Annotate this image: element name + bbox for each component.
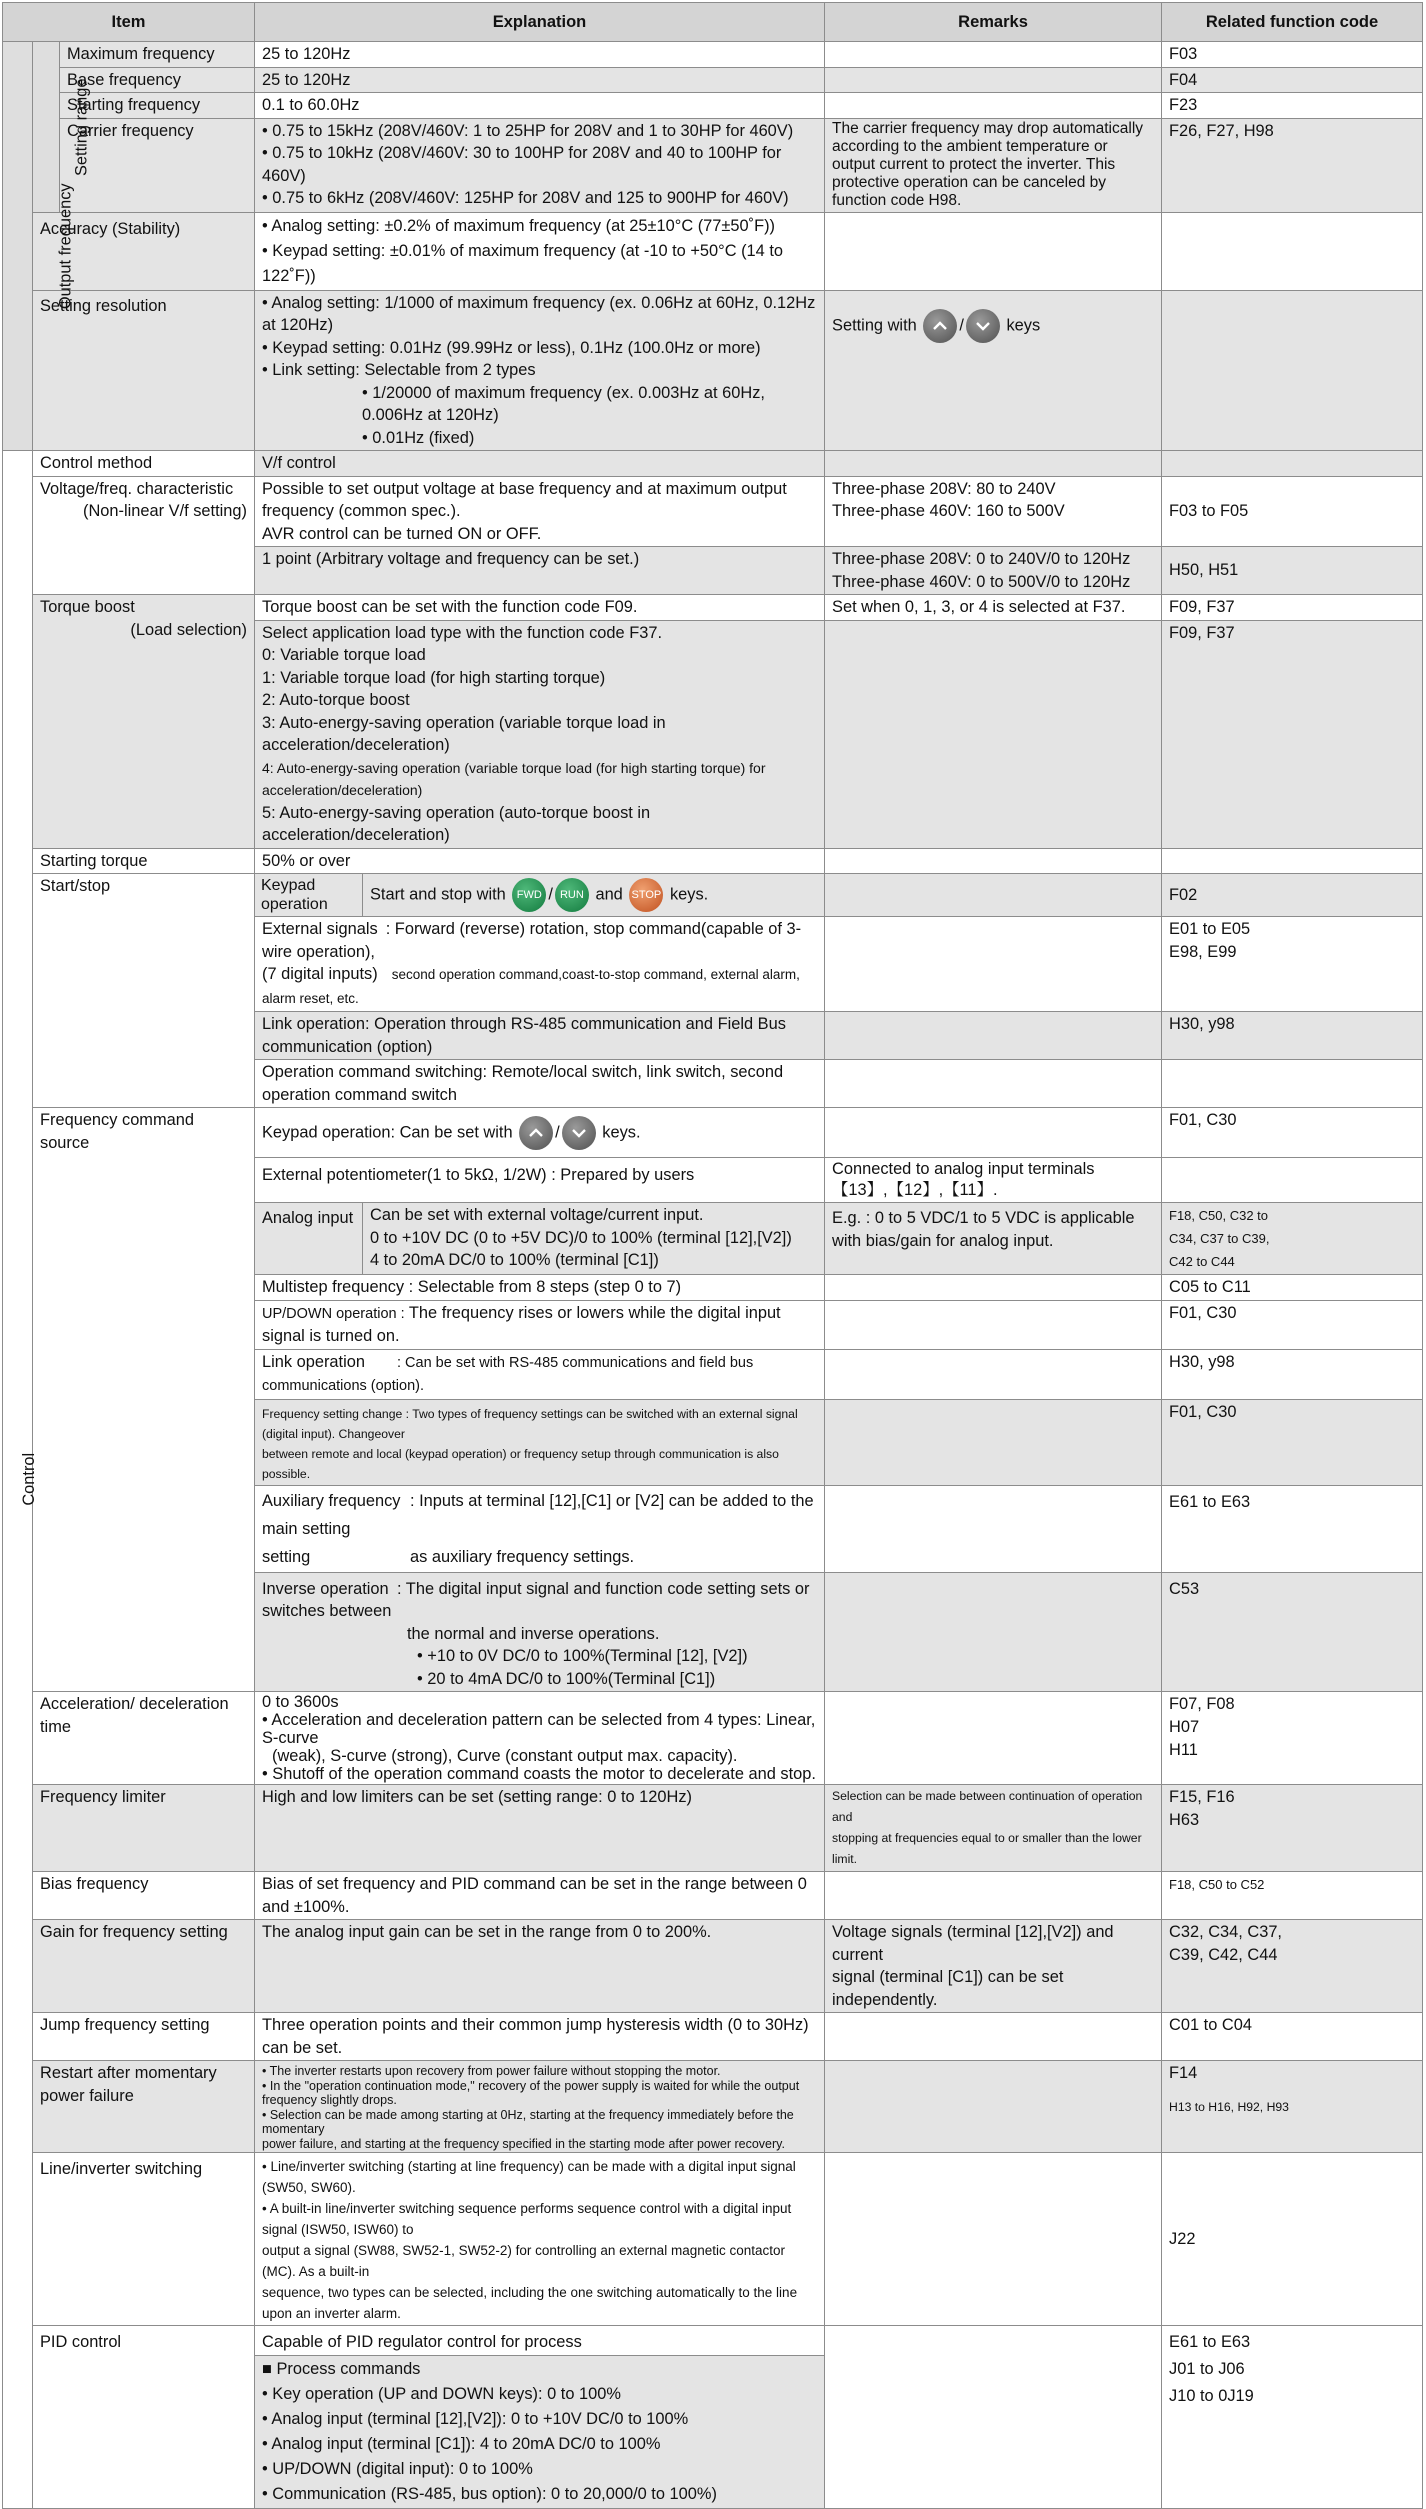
exp-starting-frequency: 0.1 to 60.0Hz <box>255 93 825 119</box>
row-starting-frequency <box>3 93 1423 119</box>
exp-inverse-operation: Inverse operation : The digital input signal and function code setting sets or switches between the normal and inverse operations. • +10 to 0V DC/0 to 100%(Terminal [12], [V2]) • 20 to 4mA DC/0 to 100%(Terminal [C1]) <box>255 1572 825 1692</box>
item-starting-frequency: Starting frequency <box>60 93 255 119</box>
code-vf-1: F03 to F05 <box>1162 476 1423 547</box>
exp-vf-2: 1 point (Arbitrary voltage and frequency can be set.) <box>255 547 825 595</box>
exp-carrier-frequency: • 0.75 to 15kHz (208V/460V: 1 to 25HP for 208V and 1 to 30HP for 460V) • 0.75 to 10kHz (208V/460V: 30 to 100HP for 208V and 40 to 100HP for 460V) • 0.75 to 6kHz (208V/460V: 125HP for 208V and 125 to 900HP for 460V) <box>255 118 825 212</box>
group-setting-range: Setting range <box>33 42 60 213</box>
code-frequency-limiter: F15, F16 H63 <box>1162 1785 1423 1872</box>
row-bias-frequency <box>3 1872 1423 1920</box>
spec-table-sheet <box>2 2 1422 2509</box>
item-start-stop: Start/stop <box>33 874 255 1108</box>
code-gain: C32, C34, C37, C39, C42, C44 <box>1162 1920 1423 2013</box>
exp-starting-torque: 50% or over <box>255 848 825 874</box>
exp-command-switching: Operation command switching: Remote/local switch, link switch, second operation command switch <box>255 1060 825 1108</box>
exp-keypad-operation: Start and stop with FWD / RUN and STOP keys. <box>363 874 825 917</box>
code-line-inverter: J22 <box>1162 2153 1423 2326</box>
row-frequency-limiter <box>3 1785 1423 1872</box>
item-max-frequency: Maximum frequency <box>60 42 255 68</box>
exp-freqcmd-link: Link operation : Can be set with RS-485 communications and field bus communications (option). <box>255 1349 825 1399</box>
code-load-selection: F09, F37 <box>1162 620 1423 848</box>
item-setting-resolution: Setting resolution <box>33 290 255 451</box>
item-carrier-frequency: Carrier frequency <box>60 118 255 212</box>
row-line-inverter <box>3 2153 1423 2326</box>
code-keypad-operation: F02 <box>1162 874 1423 917</box>
remark-frequency-limiter: Selection can be made between continuation of operation and stopping at frequencies equal to or smaller than the lower limit. <box>825 1785 1162 1872</box>
analog-input-label: Analog input <box>255 1203 363 1275</box>
header-item: Item <box>3 3 255 42</box>
remark-analog-input: E.g. : 0 to 5 VDC/1 to 5 VDC is applicable with bias/gain for analog input. <box>825 1203 1162 1275</box>
exp-control-method: V/f control <box>255 451 825 477</box>
code-vf-2: H50, H51 <box>1162 547 1423 595</box>
exp-acceleration-deceleration: 0 to 3600s • Acceleration and deceleration pattern can be selected from 4 types: Linear, S-curve (weak), S-curve (strong), Curve (constant output max. capacity). • Shutoff of the operation command coasts the motor to decelerate and stop. <box>255 1692 825 1785</box>
row-freqcmd-keypad <box>3 1108 1423 1158</box>
exp-external-signals: External signals : Forward (reverse) rotation, stop command(capable of 3-wire operation), (7 digital inputs) second operation command,coast-to-stop command, external alarm, alarm reset, etc. <box>255 917 825 1012</box>
group-control: Control <box>3 451 33 2509</box>
remark-carrier-frequency: The carrier frequency may drop automatically according to the ambient temperature or output current to protect the inverter. This protective operation can be canceled by function code H98. <box>825 118 1162 212</box>
down-arrow-key-icon <box>562 1116 596 1150</box>
remark-torque-boost: Set when 0, 1, 3, or 4 is selected at F37. <box>825 595 1162 621</box>
exp-load-selection: Select application load type with the function code F37. 0: Variable torque load 1: Variable torque load (for high starting torque) 2: Auto-torque boost 3: Auto-energy-saving operation (variable torque load in acceleration/deceleration) 4: Auto-energy-saving operation (variable torque load (for high starting torque) for acceleration/deceleration) 5: Auto-energy-saving operation (auto-torque boost in acceleration/deceleration) <box>255 620 825 848</box>
row-jump-frequency <box>3 2013 1423 2061</box>
row-vf-characteristic <box>3 476 1423 547</box>
code-jump-frequency: C01 to C04 <box>1162 2013 1423 2061</box>
exp-analog-input: Can be set with external voltage/current input. 0 to +10V DC (0 to +5V DC)/0 to 100% (terminal [12],[V2]) 4 to 20mA DC/0 to 100% (terminal [C1]) <box>363 1203 825 1275</box>
code-carrier-frequency: F26, F27, H98 <box>1162 118 1423 212</box>
code-external-signals: E01 to E05 E98, E99 <box>1162 917 1423 1012</box>
code-analog-input: F18, C50, C32 to C34, C37 to C39, C42 to C44 <box>1162 1203 1423 1275</box>
row-base-frequency <box>3 67 1423 93</box>
row-accuracy <box>3 212 1423 290</box>
item-jump-frequency: Jump frequency setting <box>33 2013 255 2061</box>
remark-external-potentiometer: Connected to analog input terminals 【13】,【12】,【11】. <box>825 1158 1162 1203</box>
code-auxiliary: E61 to E63 <box>1162 1485 1423 1572</box>
code-multistep: C05 to C11 <box>1162 1275 1423 1301</box>
item-torque-boost: Torque boost (Load selection) <box>33 595 255 849</box>
code-link-operation: H30, y98 <box>1162 1012 1423 1060</box>
item-vf-characteristic: Voltage/freq. characteristic (Non-linear V/f setting) <box>33 476 255 595</box>
code-restart: F14 H13 to H16, H92, H93 <box>1162 2061 1423 2153</box>
group-output-frequency: Output frequency <box>3 42 33 451</box>
item-control-method: Control method <box>33 451 255 477</box>
exp-torque-boost-1: Torque boost can be set with the function code F09. <box>255 595 825 621</box>
remark-vf-1: Three-phase 208V: 80 to 240V Three-phase 460V: 160 to 500V <box>825 476 1162 547</box>
exp-accuracy: • Analog setting: ±0.2% of maximum frequency (at 25±10°C (77±50˚F)) • Keypad setting: ±0.01% of maximum frequency (at -10 to +50°C (14 to 122˚F)) <box>255 212 825 290</box>
exp-freqcmd-keypad: Keypad operation: Can be set with / keys. <box>255 1108 825 1158</box>
run-key-icon: RUN <box>555 878 589 912</box>
item-pid-control: PID control <box>33 2326 255 2509</box>
item-gain: Gain for frequency setting <box>33 1920 255 2013</box>
exp-external-potentiometer: External potentiometer(1 to 5kΩ, 1/2W) : Prepared by users <box>255 1158 825 1203</box>
exp-line-inverter: • Line/inverter switching (starting at line frequency) can be made with a digital input signal (SW50, SW60). • A built-in line/inverter switching sequence performs sequence control with a digital input signal (ISW50, ISW60) to output a signal (SW88, SW52-1, SW52-2) for controlling an external magnetic contactor (MC). As a built-in sequence, two types can be selected, including the one switching automatically to the line upon an inverter alarm. <box>255 2153 825 2326</box>
spec-table <box>2 2 1423 2509</box>
exp-setting-resolution: • Analog setting: 1/1000 of maximum frequency (ex. 0.06Hz at 60Hz, 0.12Hz at 120Hz) • Keypad setting: 0.01Hz (99.99Hz or less), 0.1Hz (100.0Hz or more) • Link setting: Selectable from 2 types • 1/20000 of maximum frequency (ex. 0.003Hz at 60Hz, 0.006Hz at 120Hz) • 0.01Hz (fixed) <box>255 290 825 451</box>
row-torque-boost <box>3 595 1423 621</box>
code-freqcmd-keypad: F01, C30 <box>1162 1108 1423 1158</box>
exp-gain: The analog input gain can be set in the range from 0 to 200%. <box>255 1920 825 2013</box>
exp-bias-frequency: Bias of set frequency and PID command can be set in the range between 0 and ±100%. <box>255 1872 825 1920</box>
row-control-method <box>3 451 1423 477</box>
item-line-inverter: Line/inverter switching <box>33 2153 255 2326</box>
item-restart: Restart after momentary power failure <box>33 2061 255 2153</box>
item-acceleration-deceleration: Acceleration/ deceleration time <box>33 1692 255 1785</box>
exp-frequency-limiter: High and low limiters can be set (setting range: 0 to 120Hz) <box>255 1785 825 1872</box>
code-torque-boost-1: F09, F37 <box>1162 595 1423 621</box>
down-arrow-key-icon <box>966 309 1000 343</box>
code-base-frequency: F04 <box>1162 67 1423 93</box>
exp-restart: • The inverter restarts upon recovery from power failure without stopping the motor. • In the "operation continuation mode," recovery of the power supply is waited for while the output frequency slightly drops. • Selection can be made among starting at 0Hz, starting at the frequency immediately before the momentary power failure, and starting at the frequency specified in the starting mode after power recovery. <box>255 2061 825 2153</box>
row-starting-torque <box>3 848 1423 874</box>
up-arrow-key-icon <box>923 309 957 343</box>
row-gain <box>3 1920 1423 2013</box>
row-pid-control <box>3 2326 1423 2356</box>
remark-vf-2: Three-phase 208V: 0 to 240V/0 to 120Hz Three-phase 460V: 0 to 500V/0 to 120Hz <box>825 547 1162 595</box>
process-commands-heading: ■ Process commands <box>262 2359 421 2378</box>
code-inverse: C53 <box>1162 1572 1423 1692</box>
item-frequency-limiter: Frequency limiter <box>33 1785 255 1872</box>
item-starting-torque: Starting torque <box>33 848 255 874</box>
exp-auxiliary-frequency: Auxiliary frequency : Inputs at terminal [12],[C1] or [V2] can be added to the main setting setting as auxiliary frequency settings. <box>255 1485 825 1572</box>
code-acceleration-deceleration: F07, F08 H07 H11 <box>1162 1692 1423 1785</box>
remark-setting-resolution: Setting with / keys <box>825 290 1162 451</box>
exp-jump-frequency: Three operation points and their common jump hysteresis width (0 to 30Hz) can be set. <box>255 2013 825 2061</box>
stop-key-icon: STOP <box>629 878 663 912</box>
code-pid-control: E61 to E63 J01 to J06 J10 to 0J19 <box>1162 2326 1423 2509</box>
row-carrier-frequency <box>3 118 1423 212</box>
code-bias-frequency: F18, C50 to C52 <box>1162 1872 1423 1920</box>
row-max-frequency <box>3 42 1423 68</box>
exp-frequency-setting-change: Frequency setting change : Two types of frequency settings can be switched with an external signal (digital input). Changeover between remote and local (keypad operation) or frequency setup through communication is also possible. <box>255 1399 825 1485</box>
item-base-frequency: Base frequency <box>60 67 255 93</box>
exp-base-frequency: 25 to 120Hz <box>255 67 825 93</box>
item-bias-frequency: Bias frequency <box>33 1872 255 1920</box>
remark-gain: Voltage signals (terminal [12],[V2]) and current signal (terminal [C1]) can be set independently. <box>825 1920 1162 2013</box>
exp-pid-control: Capable of PID regulator control for process <box>255 2326 825 2356</box>
row-accel-decel <box>3 1692 1423 1785</box>
exp-process-commands: ■ Process commands • Key operation (UP and DOWN keys): 0 to 100% • Analog input (terminal [12],[V2]): 0 to +10V DC/0 to 100% • Analog input (terminal [C1]): 4 to 20mA DC/0 to 100% • UP/DOWN (digital input): 0 to 100% • Communication (RS-485, bus option): 0 to 20,000/0 to 100%) <box>255 2355 825 2508</box>
keypad-operation-label: Keypad operation <box>255 874 363 917</box>
header-explanation: Explanation <box>255 3 825 42</box>
code-updown: F01, C30 <box>1162 1300 1423 1349</box>
exp-link-operation: Link operation: Operation through RS-485 communication and Field Bus communication (option) <box>255 1012 825 1060</box>
exp-vf-1: Possible to set output voltage at base frequency and at maximum output frequency (common spec.). AVR control can be turned ON or OFF. <box>255 476 825 547</box>
header-related-code: Related function code <box>1162 3 1423 42</box>
code-freqcmd-link: H30, y98 <box>1162 1349 1423 1399</box>
header-remarks: Remarks <box>825 3 1162 42</box>
code-setting-change: F01, C30 <box>1162 1399 1423 1485</box>
exp-multistep-frequency: Multistep frequency : Selectable from 8 steps (step 0 to 7) <box>255 1275 825 1301</box>
header-row <box>3 3 1423 42</box>
row-restart <box>3 2061 1423 2153</box>
exp-updown-operation: UP/DOWN operation : The frequency rises or lowers while the digital input signal is turned on. <box>255 1300 825 1349</box>
code-max-frequency: F03 <box>1162 42 1423 68</box>
exp-max-frequency: 25 to 120Hz <box>255 42 825 68</box>
item-frequency-command-source: Frequency command source <box>33 1108 255 1692</box>
item-accuracy: Accuracy (Stability) <box>33 212 255 290</box>
up-arrow-key-icon <box>519 1116 553 1150</box>
fwd-key-icon: FWD <box>512 878 546 912</box>
code-starting-frequency: F23 <box>1162 93 1423 119</box>
row-setting-resolution <box>3 290 1423 451</box>
row-start-stop-keypad <box>3 874 1423 917</box>
